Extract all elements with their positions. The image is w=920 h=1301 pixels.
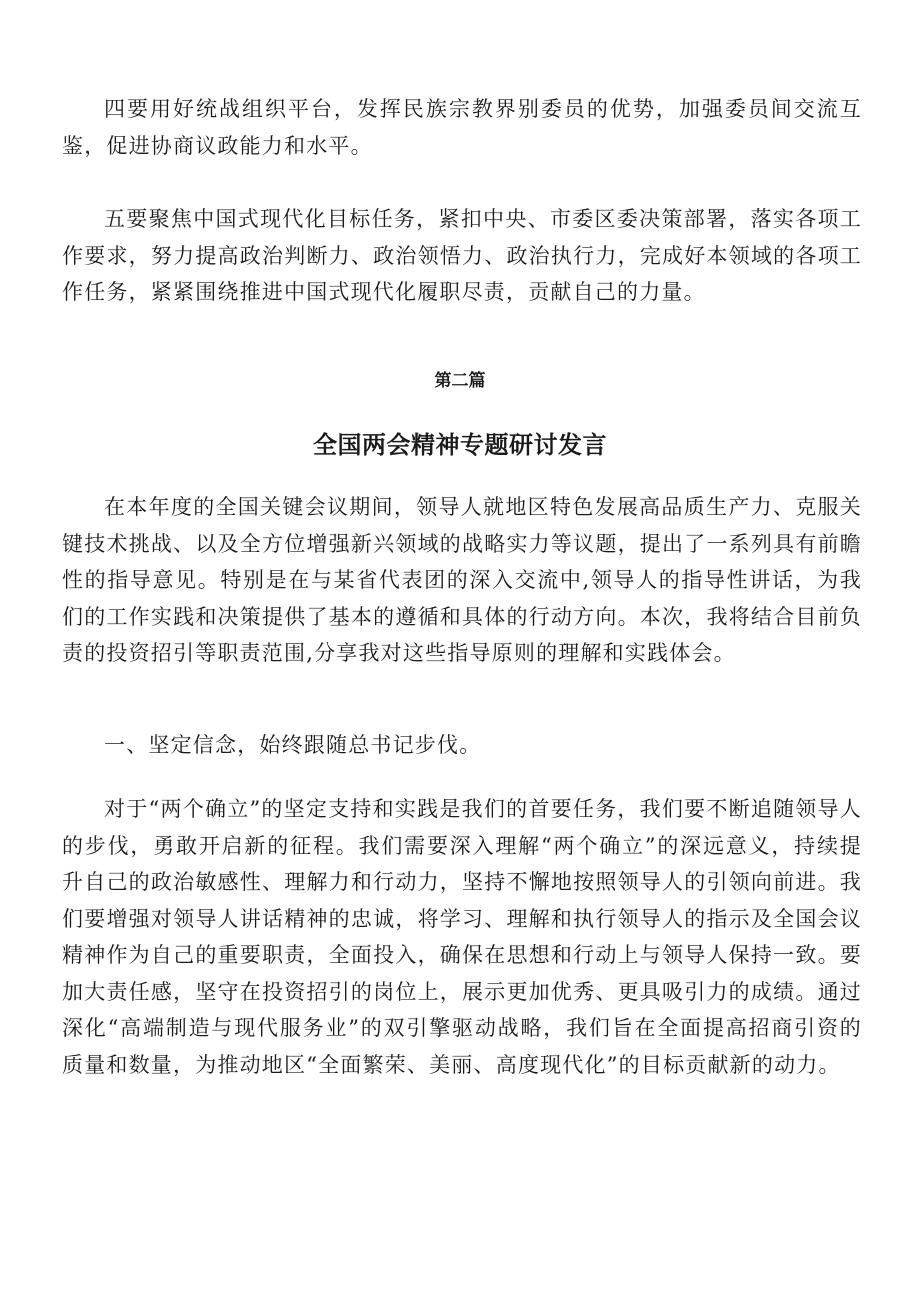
paragraph-five: 五要聚焦中国式现代化目标任务，紧扣中央、市委区委决策部署，落实各项工作要求，努力提高政治判断力、政治领悟力、政治执行力，完成好本领域的各项工作任务，紧紧围绕推进中国式现代化履职尽责，贡献自己的力量。 — [62, 207, 862, 304]
document-title: 全国两会精神专题研讨发言 — [313, 431, 607, 459]
paragraph-four: 四要用好统战组织平台，发挥民族宗教界别委员的优势，加强委员间交流互鉴，促进协商议政能力和水平。 — [62, 97, 862, 158]
section-heading-one: 一、坚定信念，始终跟随总书记步伐。 — [104, 733, 482, 757]
section-label: 第二篇 — [434, 371, 486, 391]
intro-paragraph: 在本年度的全国关键会议期间，领导人就地区特色发展高品质生产力、克服关键技术挑战、以及全方位增强新兴领域的战略实力等议题，提出了一系列具有前瞻性的指导意见。特别是在与某省代表团的深入交流中,领导人的指导性讲话，为我们的工作实践和决策提供了基本的遵循和具体的行动方向。本次，我将结合目前负责的投资招引等职责范围,分享我对这些指导原则的理解和实践体会。 — [62, 495, 862, 665]
section-one-body: 对于“两个确立”的坚定支持和实践是我们的首要任务，我们要不断追随领导人的步伐，勇敢开启新的征程。我们需要深入理解“两个确立”的深远意义，持续提升自己的政治敏感性、理解力和行动力，坚持不懈地按照领导人的引领向前进。我们要增强对领导人讲话精神的忠诚，将学习、理解和执行领导人的指示及全国会议精神作为自己的重要职责，全面投入，确保在思想和行动上与领导人保持一致。要加大责任感，坚守在投资招引的岗位上，展示更加优秀、更具吸引力的成绩。通过深化“高端制造与现代服务业”的双引擎驱动战略，我们旨在全面提高招商引资的质量和数量，为推动地区“全面繁荣、美丽、高度现代化”的目标贡献新的动力。 — [62, 797, 862, 1077]
